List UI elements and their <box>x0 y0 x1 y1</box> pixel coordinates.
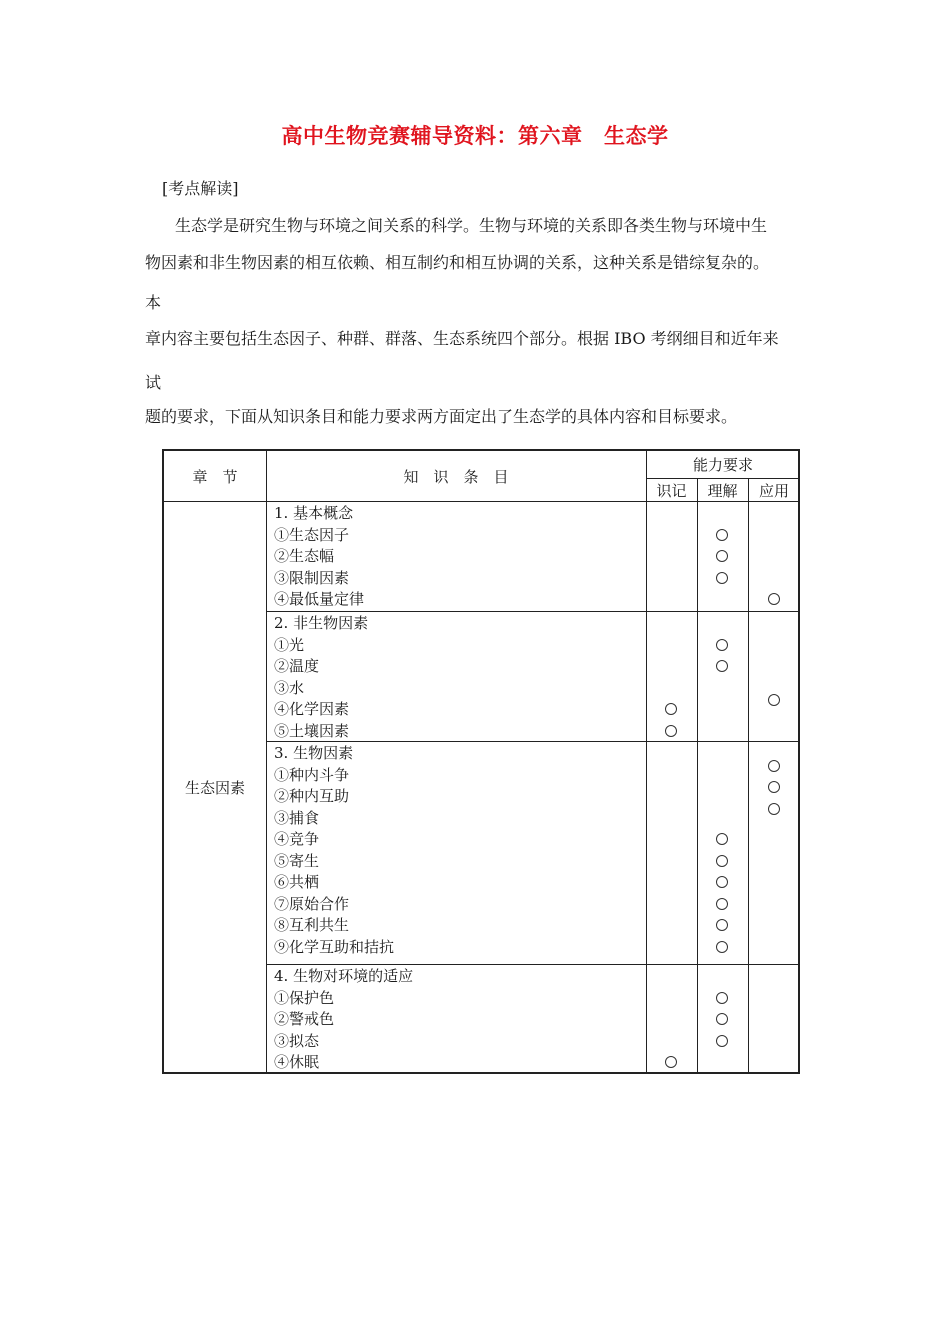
knowledge-item: ③捕食 <box>274 808 320 827</box>
knowledge-item: ①保护色 <box>274 988 335 1007</box>
requirement-mark-apply <box>768 593 780 605</box>
group-heading: 1. 基本概念 <box>274 504 354 522</box>
knowledge-item: ①生态因子 <box>274 525 350 544</box>
requirement-mark-apply <box>768 694 780 706</box>
requirement-mark-understand <box>716 898 728 910</box>
requirement-mark-understand <box>716 639 728 651</box>
knowledge-item: ④化学因素 <box>274 700 350 718</box>
requirement-mark-remember <box>665 703 677 715</box>
knowledge-item: ⑤土壤因素 <box>274 721 350 740</box>
chapter-name: 生态因素 <box>184 779 245 797</box>
group-heading: 4. 生物对环境的适应 <box>274 967 414 985</box>
paragraph-line: 章内容主要包括生态因子、种群、群落、生态系统四个部分。根据 IBO 考纲细目和近年来 <box>145 329 779 348</box>
paragraph-line: 试 <box>145 373 162 392</box>
knowledge-item: ②警戒色 <box>274 1010 335 1028</box>
row-divider <box>646 478 800 479</box>
header-ability: 能力要求 <box>692 456 753 474</box>
requirement-mark-remember <box>665 725 677 737</box>
requirement-mark-understand <box>716 1035 728 1047</box>
requirements-table <box>162 449 800 1074</box>
knowledge-item: ④竞争 <box>274 830 320 848</box>
knowledge-item: ④休眠 <box>274 1053 320 1071</box>
row-divider <box>266 964 800 965</box>
knowledge-item: ①种内斗争 <box>274 765 350 784</box>
requirement-mark-understand <box>716 941 728 953</box>
requirement-mark-understand <box>716 550 728 562</box>
requirement-mark-understand <box>716 855 728 867</box>
group-heading: 3. 生物因素 <box>274 744 354 762</box>
page-title: 高中生物竞赛辅导资料：第六章 生态学 <box>281 123 669 148</box>
header-chapter: 章 节 <box>192 468 238 486</box>
knowledge-item: ②生态幅 <box>274 547 335 565</box>
header-remember: 识记 <box>656 482 687 500</box>
section-label: [考点解读] <box>162 179 239 198</box>
requirement-mark-understand <box>716 876 728 888</box>
column-divider <box>646 451 647 1072</box>
knowledge-item: ③水 <box>274 678 305 697</box>
requirement-mark-apply <box>768 781 780 793</box>
knowledge-item: ⑤寄生 <box>274 851 320 870</box>
knowledge-item: ③限制因素 <box>274 568 350 587</box>
column-divider <box>697 478 698 1072</box>
row-divider <box>266 611 800 612</box>
paragraph-line: 生态学是研究生物与环境之间关系的科学。生物与环境的关系即各类生物与环境中生 <box>175 216 768 235</box>
requirement-mark-apply <box>768 760 780 772</box>
requirement-mark-understand <box>716 1013 728 1025</box>
paragraph-line: 题的要求，下面从知识条目和能力要求两方面定出了生态学的具体内容和目标要求。 <box>145 407 738 426</box>
row-divider <box>164 501 800 502</box>
column-divider <box>748 478 749 1072</box>
paragraph-line: 本 <box>145 293 162 312</box>
header-apply: 应用 <box>758 482 789 500</box>
knowledge-item: ②种内互助 <box>274 787 350 805</box>
knowledge-item: ①光 <box>274 635 305 654</box>
requirement-mark-understand <box>716 992 728 1004</box>
knowledge-item: ③拟态 <box>274 1031 320 1050</box>
column-divider <box>266 451 267 1072</box>
requirement-mark-remember <box>665 1056 677 1068</box>
requirement-mark-understand <box>716 529 728 541</box>
paragraph-line: 物因素和非生物因素的相互依赖、相互制约和相互协调的关系，这种关系是错综复杂的。 <box>145 253 770 272</box>
header-understand: 理解 <box>707 482 738 500</box>
knowledge-item: ⑥共栖 <box>274 873 320 891</box>
knowledge-item: ⑦原始合作 <box>274 894 350 913</box>
requirement-mark-apply <box>768 803 780 815</box>
requirement-mark-understand <box>716 572 728 584</box>
requirement-mark-understand <box>716 660 728 672</box>
header-knowledge: 知 识 条 目 <box>403 468 509 486</box>
requirement-mark-understand <box>716 919 728 931</box>
knowledge-item: ④最低量定律 <box>274 590 365 608</box>
requirement-mark-understand <box>716 833 728 845</box>
knowledge-item: ②温度 <box>274 657 320 675</box>
group-heading: 2. 非生物因素 <box>274 614 369 632</box>
knowledge-item: ⑨化学互助和拮抗 <box>274 937 395 956</box>
knowledge-item: ⑧互利共生 <box>274 916 350 934</box>
